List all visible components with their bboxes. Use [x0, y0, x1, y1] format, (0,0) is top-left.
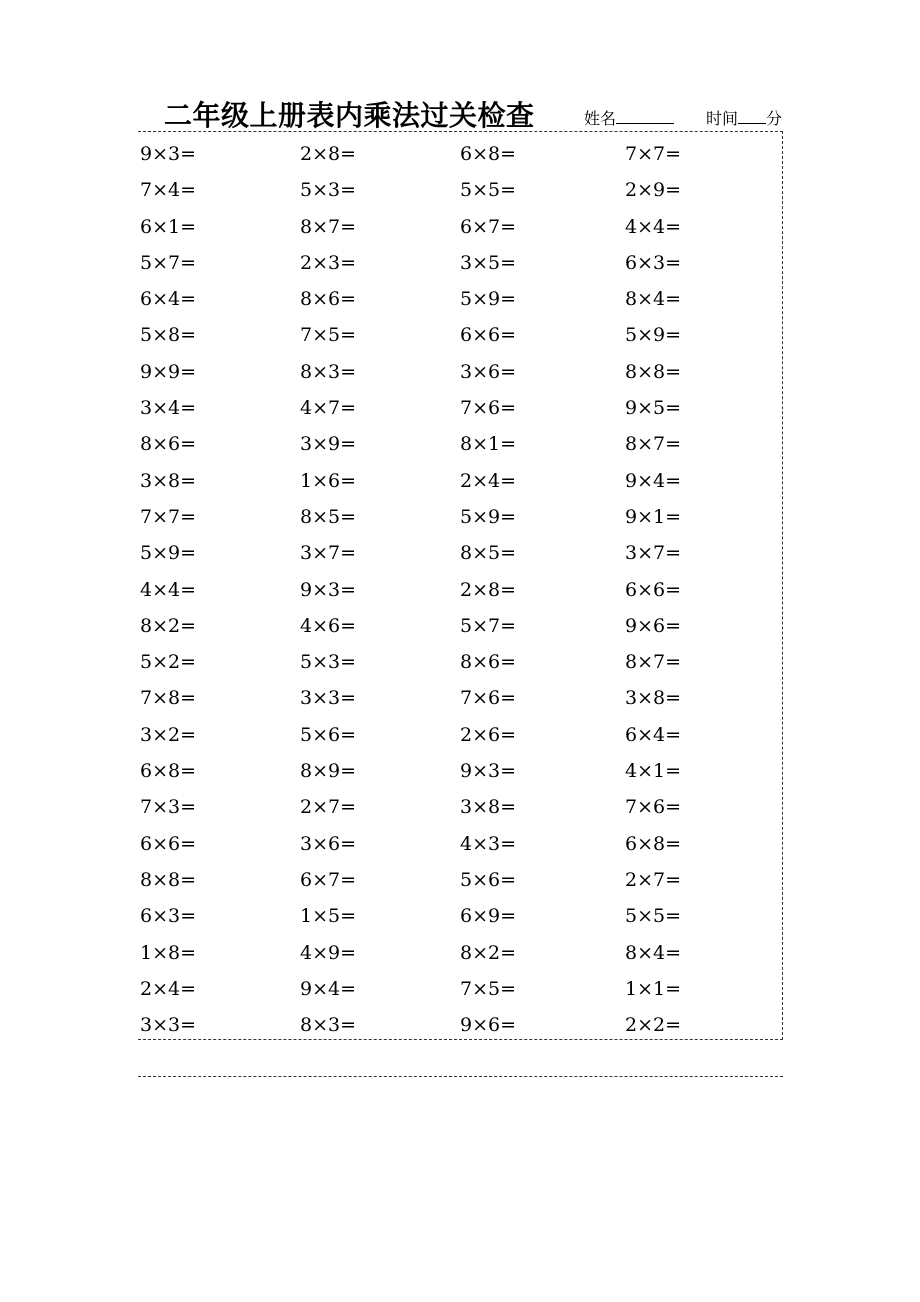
multiplication-problem: 9×3= [140, 143, 197, 165]
multiplication-problem: 6×3= [625, 251, 682, 274]
multiplication-problem: 3×5= [460, 251, 517, 274]
multiplication-problem: 3×3= [300, 687, 357, 710]
multiplication-problem: 8×4= [625, 288, 682, 311]
multiplication-problem: 3×4= [140, 397, 197, 420]
multiplication-problem: 7×3= [140, 796, 197, 819]
multiplication-problem: 6×6= [625, 578, 682, 601]
multiplication-problem: 5×6= [300, 723, 357, 746]
multiplication-problem: 8×8= [140, 868, 197, 891]
multiplication-problem: 5×9= [140, 542, 197, 565]
multiplication-problem: 8×7= [625, 433, 682, 456]
multiplication-problem: 2×7= [300, 796, 357, 819]
multiplication-problem: 8×6= [140, 433, 197, 456]
multiplication-problem: 5×7= [460, 614, 517, 637]
problem-row [140, 861, 780, 897]
problem-row [140, 897, 780, 933]
time-field [706, 106, 782, 129]
problem-row [140, 825, 780, 861]
multiplication-problem: 5×5= [625, 905, 682, 928]
multiplication-problem: 4×4= [625, 215, 682, 238]
multiplication-problem: 7×7= [140, 505, 197, 528]
problem-row [140, 716, 780, 752]
multiplication-problem: 8×4= [625, 941, 682, 964]
multiplication-problem: 9×5= [625, 397, 682, 420]
multiplication-problem: 8×5= [460, 542, 517, 565]
multiplication-problem: 6×8= [140, 760, 197, 783]
problem-row [140, 135, 780, 171]
multiplication-problem: 5×6= [460, 868, 517, 891]
multiplication-problem: 8×3= [300, 1014, 357, 1037]
multiplication-problem: 7×6= [460, 397, 517, 420]
multiplication-problem: 6×3= [140, 905, 197, 928]
multiplication-problem: 5×5= [460, 179, 517, 202]
multiplication-problem: 2×4= [460, 469, 517, 492]
multiplication-problem: 2×7= [625, 868, 682, 891]
name-field [584, 106, 674, 129]
multiplication-problem: 2×8= [460, 578, 517, 601]
multiplication-problem: 3×3= [140, 1014, 197, 1037]
multiplication-problem: 3×2= [140, 723, 197, 746]
problem-row [140, 679, 780, 715]
multiplication-problem: 2×8= [300, 143, 357, 165]
multiplication-problem: 3×6= [460, 360, 517, 383]
problem-row [140, 171, 780, 207]
multiplication-problem: 2×2= [625, 1014, 682, 1037]
multiplication-problem: 6×6= [460, 324, 517, 347]
time-unit: 分 [766, 109, 783, 128]
problem-row [140, 1006, 780, 1042]
multiplication-problem: 8×7= [300, 215, 357, 238]
multiplication-problem: 1×8= [140, 941, 197, 964]
multiplication-problem: 4×4= [140, 578, 197, 601]
problem-row [140, 208, 780, 244]
multiplication-problem: 5×2= [140, 651, 197, 674]
multiplication-problem: 9×6= [460, 1014, 517, 1037]
multiplication-problem: 8×2= [460, 941, 517, 964]
problem-row [140, 498, 780, 534]
multiplication-problem: 9×1= [625, 505, 682, 528]
problem-row [140, 934, 780, 970]
multiplication-problem: 3×7= [625, 542, 682, 565]
problem-row [140, 280, 780, 316]
problem-row [140, 970, 780, 1006]
multiplication-problem: 6×7= [460, 215, 517, 238]
multiplication-problem: 9×4= [300, 977, 357, 1000]
name-blank [616, 109, 674, 124]
multiplication-problem: 8×7= [625, 651, 682, 674]
multiplication-problem: 2×4= [140, 977, 197, 1000]
problem-row [140, 788, 780, 824]
multiplication-problem: 9×3= [300, 578, 357, 601]
multiplication-problem: 4×1= [625, 760, 682, 783]
multiplication-problem: 6×9= [460, 905, 517, 928]
problem-row [140, 643, 780, 679]
multiplication-problem: 8×9= [300, 760, 357, 783]
time-label: 时间 [706, 109, 739, 128]
multiplication-problem: 1×5= [300, 905, 357, 928]
multiplication-problem: 5×9= [460, 288, 517, 311]
multiplication-problem: 4×7= [300, 397, 357, 420]
page-title: 二年级上册表内乘法过关检查 [164, 99, 535, 132]
multiplication-problem: 8×6= [460, 651, 517, 674]
multiplication-problem: 4×3= [460, 832, 517, 855]
multiplication-problem: 9×4= [625, 469, 682, 492]
multiplication-problem: 3×6= [300, 832, 357, 855]
multiplication-problem: 2×3= [300, 251, 357, 274]
problem-row [140, 316, 780, 352]
multiplication-problem: 6×1= [140, 215, 197, 238]
multiplication-problem: 5×3= [300, 179, 357, 202]
problem-row [140, 571, 780, 607]
problem-row [140, 389, 780, 425]
problem-row [140, 752, 780, 788]
multiplication-problem: 7×8= [140, 687, 197, 710]
multiplication-problem: 7×5= [300, 324, 357, 347]
multiplication-problem: 3×8= [625, 687, 682, 710]
multiplication-problem: 1×6= [300, 469, 357, 492]
problem-row [140, 607, 780, 643]
time-blank [738, 109, 766, 124]
multiplication-problem: 2×9= [625, 179, 682, 202]
multiplication-problem: 7×7= [625, 143, 682, 165]
multiplication-problem: 1×1= [625, 977, 682, 1000]
multiplication-problem: 9×3= [460, 760, 517, 783]
multiplication-problem: 4×6= [300, 614, 357, 637]
problem-row [140, 534, 780, 570]
problem-grid [140, 135, 780, 1042]
multiplication-problem: 8×3= [300, 360, 357, 383]
multiplication-problem: 5×9= [625, 324, 682, 347]
multiplication-problem: 8×8= [625, 360, 682, 383]
multiplication-problem: 9×9= [140, 360, 197, 383]
multiplication-problem: 3×8= [140, 469, 197, 492]
problem-row [140, 244, 780, 280]
multiplication-problem: 6×7= [300, 868, 357, 891]
multiplication-problem: 5×8= [140, 324, 197, 347]
multiplication-problem: 8×1= [460, 433, 517, 456]
multiplication-problem: 8×2= [140, 614, 197, 637]
multiplication-problem: 7×4= [140, 179, 197, 202]
name-label: 姓名 [584, 109, 617, 128]
multiplication-problem: 5×3= [300, 651, 357, 674]
multiplication-problem: 6×6= [140, 832, 197, 855]
multiplication-problem: 7×5= [460, 977, 517, 1000]
multiplication-problem: 4×9= [300, 941, 357, 964]
multiplication-problem: 9×6= [625, 614, 682, 637]
problem-row [140, 353, 780, 389]
multiplication-problem: 8×5= [300, 505, 357, 528]
problem-row [140, 425, 780, 461]
multiplication-problem: 5×9= [460, 505, 517, 528]
multiplication-problem: 6×4= [140, 288, 197, 311]
multiplication-problem: 3×7= [300, 542, 357, 565]
multiplication-problem: 2×6= [460, 723, 517, 746]
multiplication-problem: 6×4= [625, 723, 682, 746]
multiplication-problem: 8×6= [300, 288, 357, 311]
worksheet-header [140, 92, 784, 130]
multiplication-problem: 6×8= [460, 143, 517, 165]
multiplication-problem: 3×8= [460, 796, 517, 819]
problem-row [140, 462, 780, 498]
multiplication-problem: 5×7= [140, 251, 197, 274]
multiplication-problem: 7×6= [625, 796, 682, 819]
multiplication-problem: 6×8= [625, 832, 682, 855]
bottom-divider [138, 1076, 783, 1077]
multiplication-problem: 7×6= [460, 687, 517, 710]
multiplication-problem: 3×9= [300, 433, 357, 456]
